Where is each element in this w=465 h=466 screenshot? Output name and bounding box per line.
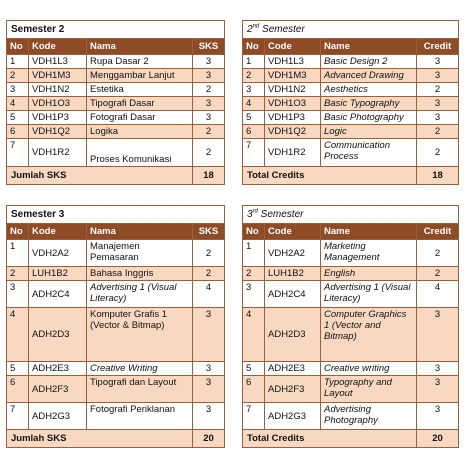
table-title: Semester 2 — [7, 21, 225, 39]
cell-sks: 3 — [193, 69, 225, 83]
title-number: 2 — [247, 24, 253, 35]
cell-credit: 3 — [417, 69, 459, 83]
table-row — [243, 281, 459, 308]
col-header-code: Code — [265, 224, 321, 240]
cell-nama: Tipografi dan Layout — [87, 376, 193, 403]
cell-name: Basic Design 2 — [321, 55, 417, 69]
cell-sks: 2 — [193, 125, 225, 139]
semester-3-table-id — [6, 205, 225, 448]
cell-nama: Proses Komunikasi — [87, 139, 193, 167]
cell-sks: 2 — [193, 83, 225, 97]
cell-name: English — [321, 267, 417, 281]
cell-no: 4 — [243, 308, 265, 362]
cell-no: 5 — [7, 362, 29, 376]
col-header-sks: SKS — [193, 224, 225, 240]
cell-no: 7 — [7, 403, 29, 430]
col-header-nama: Nama — [87, 39, 193, 55]
cell-code: VDH2A2 — [265, 240, 321, 267]
col-header-no: No — [7, 39, 29, 55]
title-suffix: rd — [252, 208, 258, 215]
cell-code: LUH1B2 — [265, 267, 321, 281]
cell-sks: 4 — [193, 281, 225, 308]
cell-name: Communication Process — [321, 139, 417, 167]
cell-name: Advertising Photography — [321, 403, 417, 430]
table-row — [243, 376, 459, 403]
cell-no: 7 — [243, 139, 265, 167]
table-row — [243, 125, 459, 139]
total-label: Total Credits — [243, 430, 417, 448]
col-header-code: Code — [265, 39, 321, 55]
title-suffix: nd — [252, 23, 260, 30]
cell-no: 2 — [7, 267, 29, 281]
cell-credit: 3 — [417, 403, 459, 430]
table-row — [243, 267, 459, 281]
semester-3-table-en — [242, 205, 459, 448]
total-label: Jumlah SKS — [7, 430, 193, 448]
cell-no: 6 — [243, 125, 265, 139]
semester-2-table-id — [6, 20, 225, 185]
cell-nama: Tipografi Dasar — [87, 97, 193, 111]
cell-sks: 3 — [193, 97, 225, 111]
cell-code: ADH2C4 — [265, 281, 321, 308]
cell-kode: ADH2D3 — [29, 308, 87, 362]
cell-no: 3 — [243, 281, 265, 308]
cell-no: 2 — [243, 69, 265, 83]
cell-no: 6 — [243, 376, 265, 403]
cell-no: 2 — [7, 69, 29, 83]
cell-code: ADH2F3 — [265, 376, 321, 403]
table-row — [7, 308, 225, 362]
cell-nama: Logika — [87, 125, 193, 139]
col-header-sks: SKS — [193, 39, 225, 55]
table-row — [243, 83, 459, 97]
cell-code: VDH1M3 — [265, 69, 321, 83]
cell-kode: ADH2C4 — [29, 281, 87, 308]
cell-kode: ADH2E3 — [29, 362, 87, 376]
cell-nama: Fotografi Dasar — [87, 111, 193, 125]
table-row — [243, 69, 459, 83]
table-row — [7, 111, 225, 125]
table-row — [243, 111, 459, 125]
cell-no: 3 — [243, 83, 265, 97]
cell-name: Advanced Drawing — [321, 69, 417, 83]
cell-nama: Manajemen Pemasaran — [87, 240, 193, 267]
cell-no: 6 — [7, 376, 29, 403]
table-row — [7, 281, 225, 308]
table-row — [243, 240, 459, 267]
cell-kode: VDH1L3 — [29, 55, 87, 69]
col-header-no: No — [243, 39, 265, 55]
total-value: 20 — [417, 430, 459, 448]
semester-2-table-en — [242, 20, 459, 185]
cell-kode: VDH2A2 — [29, 240, 87, 267]
cell-kode: LUH1B2 — [29, 267, 87, 281]
cell-sks: 3 — [193, 376, 225, 403]
cell-sks: 3 — [193, 362, 225, 376]
cell-no: 3 — [7, 83, 29, 97]
cell-credit: 3 — [417, 97, 459, 111]
cell-code: VDH1N2 — [265, 83, 321, 97]
total-value: 18 — [417, 167, 459, 185]
cell-kode: ADH2F3 — [29, 376, 87, 403]
cell-nama: Advertising 1 (Visual Literacy) — [87, 281, 193, 308]
table-row — [243, 403, 459, 430]
cell-kode: ADH2G3 — [29, 403, 87, 430]
cell-nama: Komputer Grafis 1 (Vector & Bitmap) — [87, 308, 193, 362]
table-row — [7, 125, 225, 139]
cell-kode: VDH1O3 — [29, 97, 87, 111]
cell-no: 5 — [243, 111, 265, 125]
table-row — [7, 267, 225, 281]
table-row — [243, 362, 459, 376]
cell-no: 1 — [7, 55, 29, 69]
cell-no: 2 — [243, 267, 265, 281]
col-header-nama: Nama — [87, 224, 193, 240]
cell-name: Aesthetics — [321, 83, 417, 97]
table-row — [7, 97, 225, 111]
cell-no: 5 — [7, 111, 29, 125]
cell-nama: Rupa Dasar 2 — [87, 55, 193, 69]
cell-code: VDH1L3 — [265, 55, 321, 69]
table-row — [7, 83, 225, 97]
col-header-kode: Kode — [29, 39, 87, 55]
table-row — [7, 240, 225, 267]
cell-name: Logic — [321, 125, 417, 139]
cell-name: Basic Photography — [321, 111, 417, 125]
cell-code: VDH1P3 — [265, 111, 321, 125]
cell-code: ADH2G3 — [265, 403, 321, 430]
table-row — [243, 308, 459, 362]
cell-no: 4 — [7, 97, 29, 111]
table-title — [243, 21, 459, 39]
col-header-no: No — [7, 224, 29, 240]
cell-code: ADH2E3 — [265, 362, 321, 376]
cell-sks: 2 — [193, 139, 225, 167]
total-value: 20 — [193, 430, 225, 448]
cell-name: Advertising 1 (Visual Literacy) — [321, 281, 417, 308]
cell-name: Computer Graphics 1 (Vector and Bitmap) — [321, 308, 417, 362]
cell-credit: 3 — [417, 308, 459, 362]
cell-no: 7 — [7, 139, 29, 167]
cell-no: 1 — [243, 55, 265, 69]
cell-credit: 2 — [417, 125, 459, 139]
cell-name: Marketing Management — [321, 240, 417, 267]
table-row — [7, 69, 225, 83]
cell-nama: Estetika — [87, 83, 193, 97]
cell-sks: 2 — [193, 240, 225, 267]
table-row — [7, 403, 225, 430]
table-row — [243, 139, 459, 167]
cell-credit: 2 — [417, 83, 459, 97]
cell-no: 1 — [7, 240, 29, 267]
cell-sks: 3 — [193, 55, 225, 69]
cell-code: VDH1O3 — [265, 97, 321, 111]
cell-code: ADH2D3 — [265, 308, 321, 362]
cell-kode: VDH1R2 — [29, 139, 87, 167]
table-title: Semester 3 — [7, 206, 225, 224]
cell-sks: 3 — [193, 403, 225, 430]
cell-credit: 2 — [417, 267, 459, 281]
col-header-credit: Credit — [417, 224, 459, 240]
cell-nama: Creative Writing — [87, 362, 193, 376]
col-header-name: Name — [321, 39, 417, 55]
cell-name: Creative writing — [321, 362, 417, 376]
cell-code: VDH1Q2 — [265, 125, 321, 139]
total-label: Total Credits — [243, 167, 417, 185]
table-row — [7, 362, 225, 376]
cell-no: 3 — [7, 281, 29, 308]
cell-nama: Fotografi Periklanan — [87, 403, 193, 430]
table-row — [243, 55, 459, 69]
cell-credit: 2 — [417, 139, 459, 167]
cell-kode: VDH1N2 — [29, 83, 87, 97]
cell-no: 7 — [243, 403, 265, 430]
cell-credit: 3 — [417, 111, 459, 125]
cell-kode: VDH1M3 — [29, 69, 87, 83]
cell-no: 4 — [243, 97, 265, 111]
total-value: 18 — [193, 167, 225, 185]
cell-name: Basic Typography — [321, 97, 417, 111]
cell-nama: Menggambar Lanjut — [87, 69, 193, 83]
cell-credit: 3 — [417, 55, 459, 69]
cell-name: Typography and Layout — [321, 376, 417, 403]
col-header-name: Name — [321, 224, 417, 240]
col-header-no: No — [243, 224, 265, 240]
cell-credit: 3 — [417, 362, 459, 376]
total-label: Jumlah SKS — [7, 167, 193, 185]
cell-no: 6 — [7, 125, 29, 139]
table-row — [7, 376, 225, 403]
col-header-credit: Credit — [417, 39, 459, 55]
cell-kode: VDH1P3 — [29, 111, 87, 125]
cell-credit: 4 — [417, 281, 459, 308]
cell-credit: 3 — [417, 376, 459, 403]
cell-sks: 3 — [193, 111, 225, 125]
cell-kode: VDH1Q2 — [29, 125, 87, 139]
title-number: 3 — [247, 209, 253, 220]
cell-credit: 2 — [417, 240, 459, 267]
col-header-kode: Kode — [29, 224, 87, 240]
cell-no: 5 — [243, 362, 265, 376]
cell-code: VDH1R2 — [265, 139, 321, 167]
table-title — [243, 206, 459, 224]
cell-nama: Bahasa Inggris — [87, 267, 193, 281]
cell-no: 1 — [243, 240, 265, 267]
cell-sks: 3 — [193, 308, 225, 362]
title-word: Semester — [257, 209, 304, 220]
table-row — [7, 139, 225, 167]
cell-sks: 2 — [193, 267, 225, 281]
table-row — [7, 55, 225, 69]
cell-no: 4 — [7, 308, 29, 362]
table-row — [243, 97, 459, 111]
title-word: Semester — [259, 24, 305, 35]
